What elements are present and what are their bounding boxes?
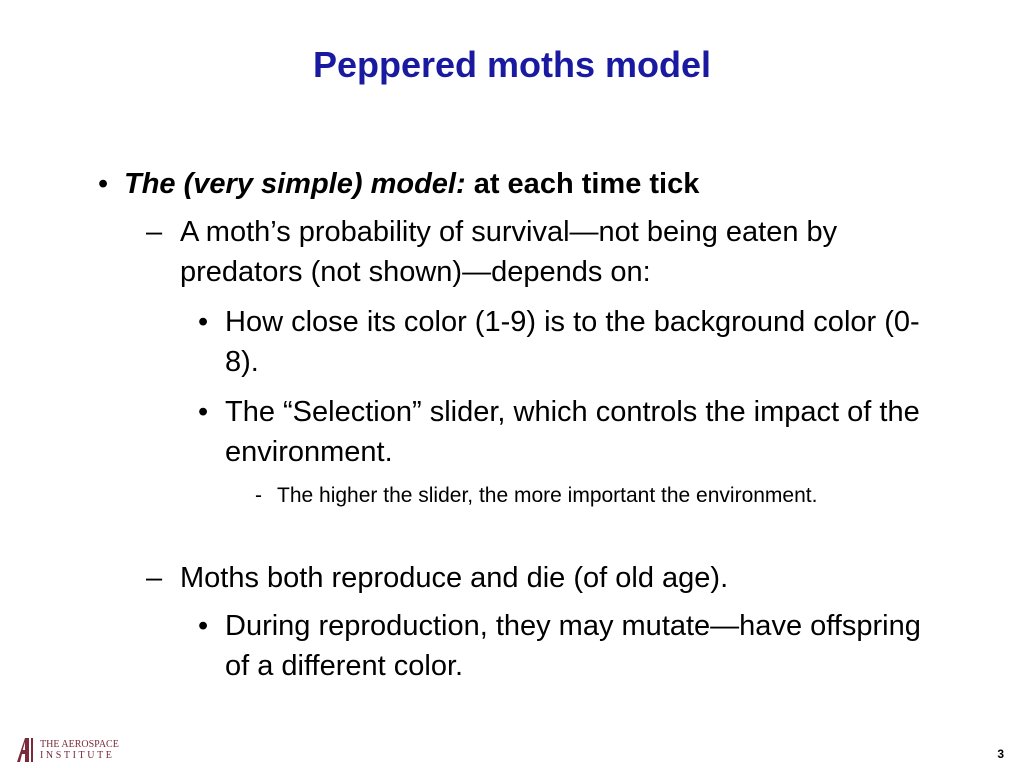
sub-sub-bullet-item xyxy=(198,606,928,686)
bullet-marker: • xyxy=(198,396,209,428)
sub-bullet-text: A moth’s probability of survival—not being eaten by predators (not shown)—depends on: xyxy=(180,216,838,288)
minor-bullet-item xyxy=(255,480,875,511)
bullet-marker: • xyxy=(98,168,109,200)
hyphen-marker: - xyxy=(255,484,262,507)
sub-sub-bullet-item xyxy=(198,392,928,472)
sub-sub-bullet-text: How close its color (1-9) is to the background color (0-8). xyxy=(225,306,920,378)
bullet-marker: • xyxy=(198,610,209,642)
sub-bullet-item xyxy=(146,212,926,292)
sub-bullet-text: Moths both reproduce and die (of old age). xyxy=(180,562,729,594)
dash-marker: – xyxy=(146,562,163,594)
dash-marker: – xyxy=(146,216,163,248)
sub-sub-bullet-text: During reproduction, they may mutate—have offspring of a different color. xyxy=(225,610,921,682)
sub-bullet-item xyxy=(146,558,926,598)
bullet-item xyxy=(98,164,958,204)
bullet-text: at each time tick xyxy=(465,168,700,200)
logo-line-2: INSTITUTE xyxy=(40,750,115,761)
minor-bullet-text: The higher the slider, the more important the environment. xyxy=(277,484,818,507)
logo-line-1: THE AEROSPACE xyxy=(40,739,119,750)
sub-sub-bullet-item xyxy=(198,302,928,382)
bullet-lead: The (very simple) model: xyxy=(124,168,466,200)
bullet-marker: • xyxy=(198,306,209,338)
sub-sub-bullet-text: The “Selection” slider, which controls the impact of the environment. xyxy=(225,396,920,468)
logo-a-icon xyxy=(17,738,37,762)
slide-title: Peppered moths model xyxy=(312,44,712,85)
page-number: 3 xyxy=(997,747,1004,761)
